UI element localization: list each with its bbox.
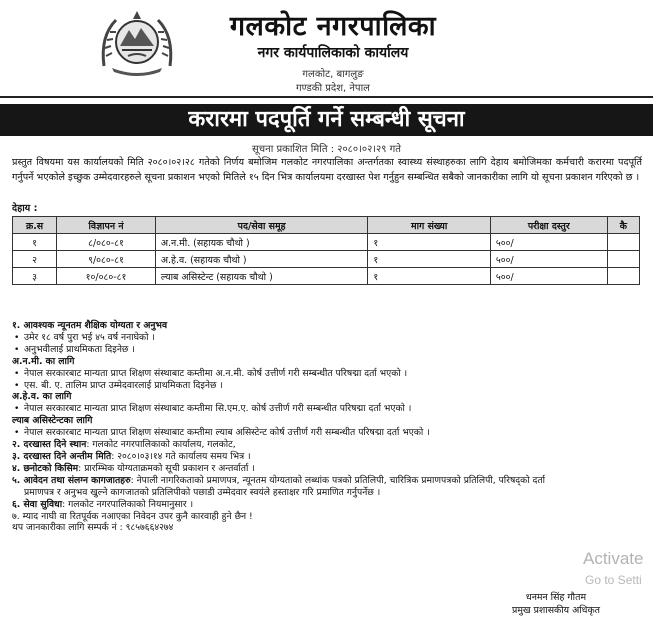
- vacancy-table: [12, 216, 640, 285]
- municipality-title: गलकोट नगरपालिका: [229, 11, 437, 42]
- cell-sn: ३: [13, 268, 57, 285]
- cell-ad-no: ८/०८०-८१: [57, 234, 156, 251]
- column-header-remarks: कै: [607, 217, 639, 234]
- table-row: [13, 268, 640, 285]
- cell-remarks: [607, 234, 639, 251]
- cell-post: ल्याब असिस्टेन्ट (सहायक चौथो ): [155, 268, 368, 285]
- windows-activation-watermark: Activate: [583, 549, 644, 568]
- cell-fee: ५००/: [490, 268, 607, 285]
- cell-post: अ.न.मी. (सहायक चौथो ): [155, 234, 368, 251]
- service-benefits-value: : गलकोट नगरपालिकाको नियमानुसार ।: [62, 498, 194, 510]
- cell-sn: १: [13, 234, 57, 251]
- required-documents-value: : नेपाली नागरिकताको प्रमाणपत्र, न्यूनतम योग्यताको लब्धांक पत्रको प्रतिलिपी, चारित्रिक प्रमाणपत्रको प्रतिलिपी, परिषद्को दर्ता: [130, 474, 545, 486]
- cell-ad-no: १०/०८०-८१: [57, 268, 156, 285]
- ahw-heading: अ.हे.व. का लागि: [12, 391, 72, 403]
- nepal-government-emblem-icon: [98, 6, 176, 78]
- table-row: [13, 234, 640, 251]
- service-benefits: [12, 499, 644, 511]
- cell-fee: ५००/: [490, 234, 607, 251]
- application-deadline: [12, 451, 644, 463]
- selection-method-value: : प्रारम्भिक योग्यताक्रमको सूची प्रकाशन र अन्तर्वार्ता ।: [78, 462, 255, 474]
- experience-preference: • अनुभवीलाई प्राथमिकता दिइनेछ ।: [12, 344, 644, 356]
- anm-preference: • एस. बी. ए. तालिम प्राप्त उम्मेदवारलाई प्राथमिकता दिइनेछ ।: [12, 380, 644, 392]
- anm-heading: अ.न.मी. का लागि: [12, 355, 75, 367]
- cell-fee: ५००/: [490, 251, 607, 268]
- notice-title-banner: करारमा पदपूर्ति गर्ने सम्बन्धी सूचना: [0, 104, 653, 136]
- cell-remarks: [607, 268, 639, 285]
- application-deadline-value: : २०८०।०३।१४ गते कार्यालय समय भित्र ।: [111, 450, 251, 462]
- notice-intro: प्रस्तुत विषयमा यस कार्यालयको मिति २०८०।०२।२८ गतेको निर्णय बमोजिम गलकोट नगरपालिका अन्तर्गतका स्वास्थ्य संस्थाहरुका लागि देहाय बमोजिमका कर्मचारी करारमा पदपूर्ति गर्नुपर्ने भएकोले इच्छुक उम्मेदवारहरुले सूचना प्रकाशन भएको मितिले १५ दिन भित्र कार्यालयमा दरखास्त पेश गर्नुहुन सम्बन्धित सबैको जानकारीका लागि यो सूचना प्रकाशन गरिएको छ ।: [12, 157, 642, 183]
- table-row: [13, 251, 640, 268]
- cell-ad-no: ९/०८०-८१: [57, 251, 156, 268]
- application-place-value: : गलकोट नगरपालिकाको कार्यालय, गलकोट,: [86, 439, 236, 451]
- published-date: सूचना प्रकाशित मिति : २०८०।०२।२९ गते: [252, 144, 401, 155]
- cell-post: अ.हे.व. (सहायक चौथो ): [155, 251, 368, 268]
- signature-block: [471, 591, 641, 617]
- selection-method-label: ४. छनोटको किसिम: [12, 462, 79, 474]
- cell-remarks: [607, 251, 639, 268]
- application-place-label: २. दरखास्त दिने स्थान: [12, 439, 87, 451]
- cell-demand: १: [368, 251, 490, 268]
- service-benefits-label: ६. सेवा सुविधा: [12, 498, 63, 510]
- required-documents: [12, 475, 644, 487]
- late-application-note: ७. म्याद नाघी वा रितपूर्वक नआएका निवेदन उपर कुनै कारवाही हुने छैन !: [12, 510, 253, 522]
- column-header-post: पद/सेवा समूह: [155, 217, 368, 234]
- lab-heading: ल्याब असिस्टेन्टका लागि: [12, 415, 93, 427]
- cell-demand: १: [368, 268, 490, 285]
- address-line2: गण्डकी प्रदेश, नेपाल: [296, 83, 370, 94]
- application-deadline-label: ३. दरखास्त दिने अन्तीम मिति: [12, 450, 112, 462]
- qualification-heading: १. आवश्यक न्यूनतम शैक्षिक योग्यता र अनुभव: [12, 320, 168, 331]
- table-header-row: [13, 217, 640, 234]
- application-place: [12, 439, 644, 451]
- address-line1: गलकोट, बागलुङ: [302, 69, 364, 80]
- column-header-ad-no: विज्ञापन नं: [57, 217, 156, 234]
- age-requirement: • उमेर १८ वर्ष पुरा भई ४५ वर्ष ननाघेको ।: [12, 332, 644, 344]
- cell-sn: २: [13, 251, 57, 268]
- requirements-section: [12, 320, 644, 534]
- column-header-fee: परीक्षा दस्तुर: [490, 217, 607, 234]
- column-header-demand: माग संख्या: [368, 217, 490, 234]
- office-subtitle: नगर कार्यपालिकाको कार्यालय: [257, 45, 409, 61]
- windows-activation-watermark-sub: Go to Setti: [585, 573, 642, 587]
- column-header-sn: क्र.स: [13, 217, 57, 234]
- lab-requirement: • नेपाल सरकारबाट मान्यता प्राप्त शिक्षण संस्थाबाट कम्तीमा ल्याब असिस्टेन्ट कोर्ष उत्तीर्ण गरी सम्बन्धीत परिषद्मा दर्ता भएको ।: [12, 427, 644, 439]
- selection-method: [12, 463, 644, 475]
- letterhead: [0, 0, 653, 112]
- required-documents-label: ५. आवेदन तथा संलग्न कागजातहरु: [12, 474, 131, 486]
- anm-requirement: • नेपाल सरकारबाट मान्यता प्राप्त शिक्षण संस्थाबाट कम्तीमा अ.न.मी. कोर्ष उत्तीर्ण गरी सम्बन्धीत परिषद्मा दर्ता भएको ।: [12, 368, 644, 380]
- required-documents-continued: प्रमाणपत्र र अनुभव खुल्ने कागजातको प्रतिलिपीको पछाडी उम्मेदवार स्वयंले हस्ताक्षर गरि प्रमाणित गर्नुपर्नेछ ।: [24, 486, 381, 498]
- contact-info: थप जानकारीका लागि सम्पर्क नं : ९८५७६६४२७४: [12, 522, 174, 534]
- header-divider: [0, 96, 653, 98]
- signer-name: धनमन सिंह गौतम: [525, 592, 587, 603]
- signer-designation: प्रमुख प्रशासकीय अधिकृत: [511, 605, 600, 616]
- ahw-requirement: • नेपाल सरकारबाट मान्यता प्राप्त शिक्षण संस्थाबाट कम्तीमा सि.एम.ए. कोर्ष उत्तीर्ण गरी सम्बन्धीत परिषद्मा दर्ता भएको ।: [12, 403, 644, 415]
- cell-demand: १: [368, 234, 490, 251]
- detail-label: देहाय :: [12, 203, 38, 214]
